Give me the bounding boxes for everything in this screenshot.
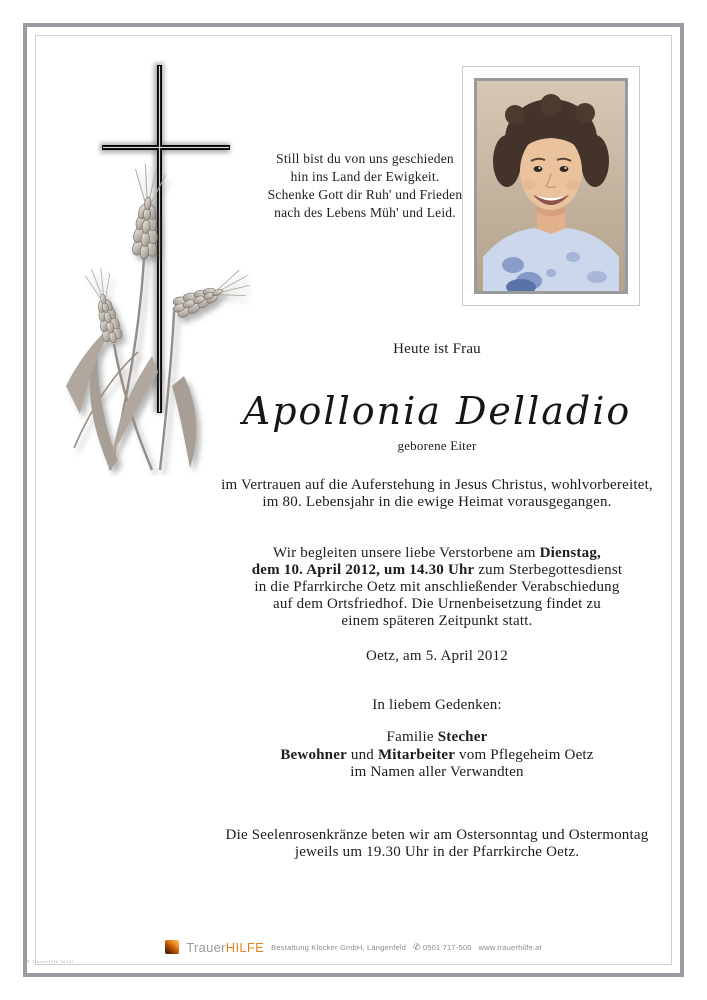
phone-number: ✆ 0501 717-500	[413, 941, 472, 952]
company-name: Bestattung Klocker GmbH, Längenfeld	[271, 942, 407, 952]
maiden-name: geborene Eiter	[397, 438, 477, 453]
memorial-poem: Still bist du von uns geschieden hin ins Land der Ewigkeit. Schenke Gott dir Ruh' und Frieden nach des Lebens Müh' und Leid.	[267, 151, 463, 220]
phone-icon: ✆	[413, 941, 421, 952]
obituary-text: im Vertrauen auf die Auferstehung in Jesus Christus, wohlvorbereitet, im 80. Lebensjahr in die ewige Heimat vorausgegangen.	[221, 477, 653, 510]
cross-icon	[100, 63, 230, 413]
print-code: © TrauerHilfe 26437	[27, 959, 75, 964]
brand-wordmark: TrauerHILFE	[186, 939, 265, 955]
deceased-name: Apollonia Delladio	[242, 389, 632, 433]
footer-brand-line	[0, 938, 707, 956]
trauerhilfe-logo-icon	[165, 940, 179, 954]
funeral-announcement: Wir begleiten unsere liebe Verstorbene am Dienstag, dem 10. April 2012, um 14.30 Uhr zum Sterbegottesdienst in die Pfarrkirche Oetz mit anschließender Verabschiedung auf dem Ortsfriedhof. Die Urnenbeisetzung findet zu einem späteren Zeitpunkt statt.	[251, 545, 623, 629]
mourners-list: Familie Stecher Bewohner und Mitarbeiter vom Pflegeheim Oetz im Namen aller Verwandten	[280, 729, 594, 780]
intro-line: Heute ist Frau	[393, 341, 481, 357]
rosary-note: Die Seelenrosenkränze beten wir am Ostersonntag und Ostermontag jeweils um 19.30 Uhr in der Pfarrkirche Oetz.	[225, 827, 649, 860]
memoriam-heading: In liebem Gedenken:	[372, 697, 502, 713]
website-url: www.trauerhilfe.at	[478, 942, 542, 952]
place-date-line: Oetz, am 5. April 2012	[366, 648, 508, 664]
